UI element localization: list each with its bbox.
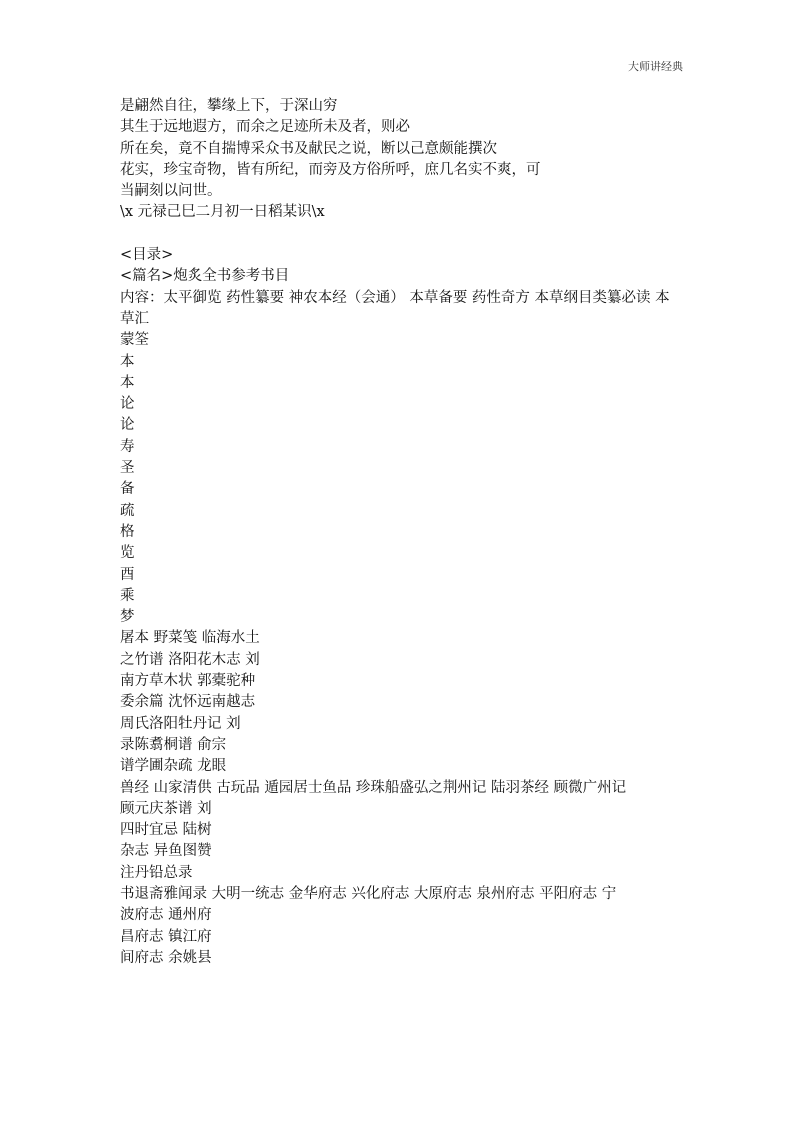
body-text <box>120 96 680 969</box>
content-line: 周氏洛阳牡丹记 刘 <box>120 715 241 732</box>
blank-line <box>120 224 680 245</box>
content-line: 录陈翥桐谱 俞宗 <box>120 736 227 753</box>
preface-line: 是翩然自往，攀缘上下，于深山穷 <box>120 98 338 114</box>
content-line: 格 <box>120 523 135 540</box>
content-line: 备 <box>120 481 135 498</box>
content-line: 谱学圃杂疏 龙眼 <box>120 758 227 775</box>
toc-heading: <目录> <box>120 247 174 264</box>
preface-signature: \x 元禄己巳二月初一日稻某识\x <box>120 204 325 221</box>
content-line: 兽经 山家清供 古玩品 遁园居士鱼品 珍珠船盛弘之荆州记 陆羽茶经 顾微广州记 <box>120 779 627 796</box>
content-line: 屠本 野菜笺 临海水土 <box>120 630 260 647</box>
content-line: 南方草木状 郭橐驼种 <box>120 673 256 690</box>
content-line: 波府志 通州府 <box>120 907 212 924</box>
preface-line: 当嗣刻以问世。 <box>120 183 222 200</box>
content-line: 论 <box>120 417 135 434</box>
content-line: 览 <box>120 545 135 562</box>
content-line: 圣 <box>120 460 135 477</box>
content-line: 本 <box>120 374 135 391</box>
content-line: 本 <box>120 353 135 370</box>
preface-line: 所在矣，竟不自揣博采众书及献民之说，断以己意颇能撰次 <box>120 140 497 157</box>
content-line: 间府志 余姚县 <box>120 949 212 966</box>
preface-line: 其生于远地遐方，而余之足迹所未及者，则必 <box>120 119 410 136</box>
content-line: 昌府志 镇江府 <box>120 928 212 945</box>
content-line: 书退斋雅闻录 大明一统志 金华府志 兴化府志 大原府志 泉州府志 平阳府志 宁 <box>120 885 617 902</box>
content-line: 疏 <box>120 502 135 519</box>
page-header: 大师讲经典 <box>628 60 683 73</box>
content-line: 注丹铅总录 <box>120 864 193 881</box>
content-line: 梦 <box>120 609 135 626</box>
content-line: 委余篇 沈怀远南越志 <box>120 694 256 711</box>
preface-line: 花实，珍宝奇物，皆有所纪，而旁及方俗所呼，庶几名实不爽，可 <box>120 161 541 178</box>
content-line: 寿 <box>120 438 135 455</box>
content-line: 蒙筌 <box>120 332 149 349</box>
content-line: 四时宜忌 陆树 <box>120 822 212 839</box>
content-line: 之竹谱 洛阳花木志 刘 <box>120 651 260 668</box>
content-line: 论 <box>120 396 135 413</box>
content-line: 酉 <box>120 566 135 583</box>
content-line: 草汇 <box>120 310 149 327</box>
content-line: 乘 <box>120 587 135 604</box>
chapter-title: <篇名>炮炙全书参考书目 <box>120 268 290 285</box>
content-line: 内容：太平御览 药性纂要 神农本经（会通） 本草备要 药性奇方 本草纲目类纂必读 本 <box>120 289 670 306</box>
content-line: 杂志 异鱼图赞 <box>120 843 212 860</box>
content-line: 顾元庆茶谱 刘 <box>120 800 212 817</box>
